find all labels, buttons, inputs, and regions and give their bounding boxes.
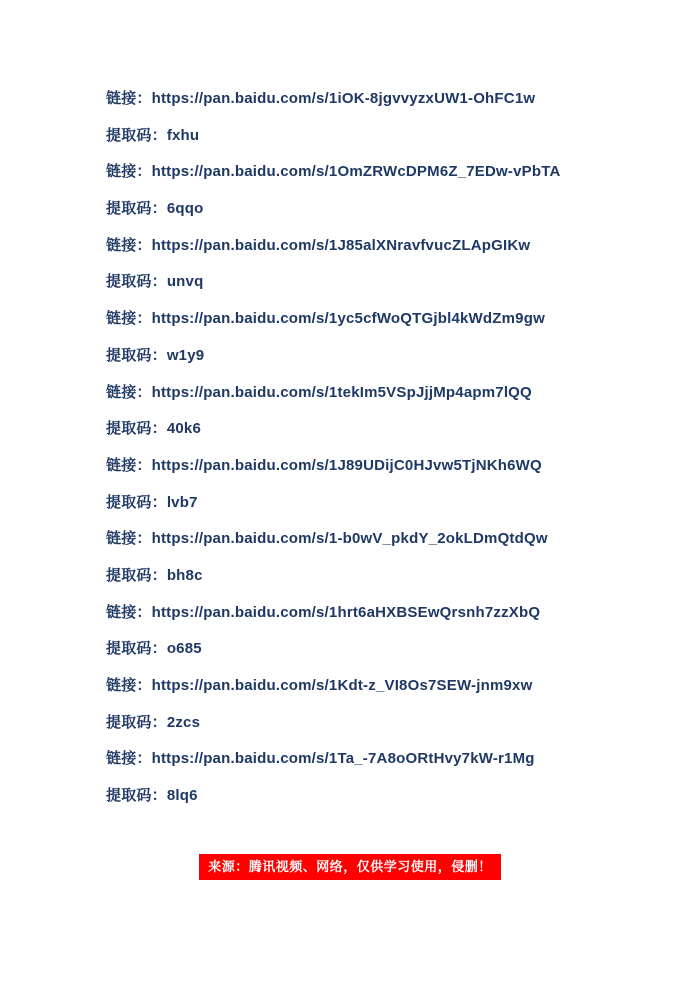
link-url: https://pan.baidu.com/s/1Ta_-7A8oORtHvy7kW-r1Mg xyxy=(151,750,535,768)
link-url: https://pan.baidu.com/s/1tekIm5VSpJjjMp4apm7lQQ xyxy=(151,383,532,401)
code-label: 提取码： xyxy=(106,420,167,438)
code-label: 提取码： xyxy=(106,273,167,291)
code-line xyxy=(106,198,660,220)
extract-code: lvb7 xyxy=(166,493,198,511)
code-label: 提取码： xyxy=(106,566,167,584)
link-label: 链接： xyxy=(106,90,152,107)
code-line xyxy=(106,125,660,147)
link-line xyxy=(106,602,660,624)
code-label: 提取码： xyxy=(106,126,167,144)
link-url: https://pan.baidu.com/s/1J85alXNravfvucZLApGIKw xyxy=(151,236,531,254)
code-line xyxy=(106,271,660,293)
link-url: https://pan.baidu.com/s/1hrt6aHXBSEwQrsnh7zzXbQ xyxy=(151,603,541,621)
link-url: https://pan.baidu.com/s/1J89UDijC0HJvw5TjNKh6WQ xyxy=(151,456,542,474)
link-label: 链接： xyxy=(106,163,152,181)
link-line xyxy=(106,528,660,550)
code-label: 提取码： xyxy=(106,200,167,218)
link-line xyxy=(106,382,660,404)
link-label: 链接： xyxy=(106,750,152,768)
link-line xyxy=(106,88,660,110)
link-line xyxy=(106,235,660,257)
extract-code: unvq xyxy=(166,273,204,291)
link-label: 链接： xyxy=(106,677,152,694)
code-label: 提取码： xyxy=(106,713,167,731)
link-label: 链接： xyxy=(106,530,152,548)
extract-code: bh8c xyxy=(166,566,203,584)
code-label: 提取码： xyxy=(106,640,167,658)
link-label: 链接： xyxy=(106,456,152,474)
link-line xyxy=(106,675,660,697)
code-label: 提取码： xyxy=(106,346,167,364)
code-line xyxy=(106,785,660,807)
extract-code: 2zcs xyxy=(166,713,201,731)
link-url: https://pan.baidu.com/s/1OmZRWcDPM6Z_7EDw-vPbTA xyxy=(151,163,561,181)
link-line xyxy=(106,161,660,183)
code-label: 提取码： xyxy=(106,787,167,805)
extract-code: fxhu xyxy=(166,126,200,144)
link-label: 链接： xyxy=(106,310,152,328)
link-url: https://pan.baidu.com/s/1iOK-8jgvvyzxUW1-OhFC1w xyxy=(151,90,536,107)
code-line xyxy=(106,492,660,514)
footer xyxy=(0,854,700,880)
source-disclaimer-banner: 来源：腾讯视频、网络，仅供学习使用，侵删！ xyxy=(199,854,501,880)
code-line xyxy=(106,345,660,367)
code-line xyxy=(106,565,660,587)
links-list xyxy=(106,88,660,822)
link-url: https://pan.baidu.com/s/1Kdt-z_VI8Os7SEW-jnm9xw xyxy=(151,677,533,694)
link-label: 链接： xyxy=(106,603,152,621)
link-line xyxy=(106,455,660,477)
link-line xyxy=(106,308,660,330)
code-line xyxy=(106,638,660,660)
link-label: 链接： xyxy=(106,383,152,401)
extract-code: 6qqo xyxy=(166,200,204,218)
code-label: 提取码： xyxy=(106,493,167,511)
link-label: 链接： xyxy=(106,236,152,254)
link-line xyxy=(106,748,660,770)
extract-code: 40k6 xyxy=(166,420,201,438)
link-url: https://pan.baidu.com/s/1yc5cfWoQTGjbl4kWdZm9gw xyxy=(151,310,545,328)
code-line xyxy=(106,712,660,734)
extract-code: 8lq6 xyxy=(166,787,198,805)
extract-code: o685 xyxy=(166,640,202,658)
link-url: https://pan.baidu.com/s/1-b0wV_pkdY_2okLDmQtdQw xyxy=(151,530,548,548)
extract-code: w1y9 xyxy=(166,346,205,364)
code-line xyxy=(106,418,660,440)
